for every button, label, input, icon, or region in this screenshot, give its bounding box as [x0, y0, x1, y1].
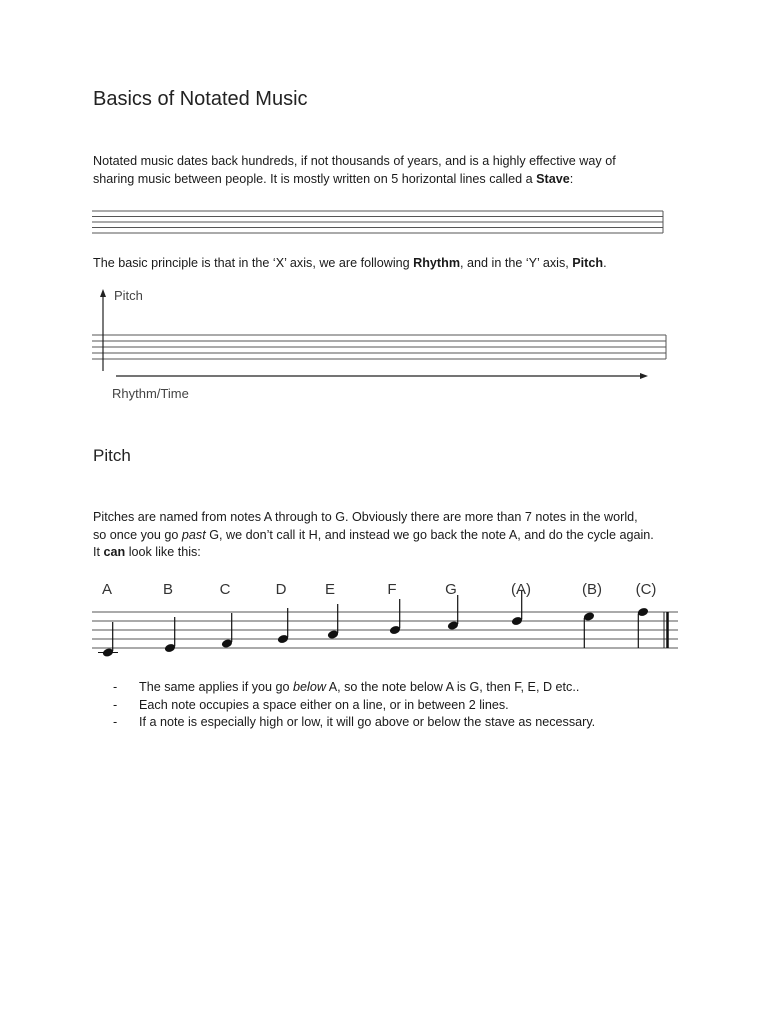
axes-text: The basic principle is that in the ‘X’ axis, we are following [93, 256, 414, 270]
pitch-text-3: It [93, 545, 104, 559]
bullet-dash: - [113, 680, 118, 694]
pitch-heading: Pitch [93, 446, 131, 465]
intro-line-1: Notated music dates back hundreds, if not thousands of years, and is a highly effective way of [93, 154, 616, 168]
stave-figure [92, 208, 666, 236]
pitch-axis-label: Pitch [114, 288, 143, 303]
bullet-1-text-end: A, so the note below A is G, then F, E, D etc.. [325, 680, 580, 694]
pitch-text: so once you go [93, 527, 182, 542]
intro-paragraph [93, 153, 683, 188]
stave-term: Stave [536, 171, 570, 186]
note-label: D [275, 581, 287, 598]
list-item [113, 697, 595, 715]
bullet-list [113, 679, 595, 732]
pitch-text-3-end: look like this: [125, 545, 201, 559]
note-label: F [387, 581, 397, 598]
past-term: past [181, 527, 206, 542]
pitch-line-3 [93, 544, 683, 562]
list-item [113, 679, 595, 697]
note-label: G [445, 581, 457, 598]
pitch-paragraph [93, 509, 683, 562]
time-axis-label: Rhythm/Time [112, 386, 189, 401]
bullet-text [139, 679, 579, 697]
axes-text-end: . [603, 256, 607, 270]
note-label: B [162, 581, 174, 598]
time-arrow-icon [640, 373, 648, 379]
note-label: A [101, 581, 113, 598]
pitch-arrow-icon [100, 289, 106, 297]
page-title: Basics of Notated Music [93, 88, 308, 110]
rhythm-term: Rhythm [413, 256, 461, 270]
axes-figure [92, 285, 672, 405]
intro-text: sharing music between people. It is mostly written on 5 horizontal lines called a [93, 171, 537, 186]
note-label: (B) [582, 581, 602, 598]
bullet-3-text: If a note is especially high or low, it will go above or below the stave as necessary. [139, 715, 596, 729]
axes-paragraph [93, 255, 683, 273]
pitch-text-end: G, we don’t call it H, and instead we go back the note A, and do the cycle again. [205, 527, 654, 542]
axes-text-mid: , and in the ‘Y’ axis, [460, 256, 573, 270]
note-label: E [324, 581, 336, 598]
intro-line-2 [93, 171, 683, 189]
pitch-term: Pitch [572, 256, 604, 270]
note-label: C [219, 581, 231, 598]
bullet-2-text: Each note occupies a space either on a line, or in between 2 lines. [139, 697, 509, 712]
below-term: below [293, 680, 326, 694]
bullet-dash: - [113, 697, 118, 712]
pitch-line-1: Pitches are named from notes A through to G. Obviously there are more than 7 notes in the world, [93, 510, 638, 524]
notes-figure [92, 575, 682, 665]
list-item [113, 714, 595, 732]
note-label: (A) [511, 581, 531, 598]
intro-text-end: : [569, 171, 574, 186]
can-term: can [103, 545, 126, 559]
bullet-dash: - [113, 715, 118, 729]
pitch-line-2 [93, 527, 683, 545]
bullet-1-text: The same applies if you go [139, 680, 294, 694]
note-label: (C) [635, 581, 657, 598]
